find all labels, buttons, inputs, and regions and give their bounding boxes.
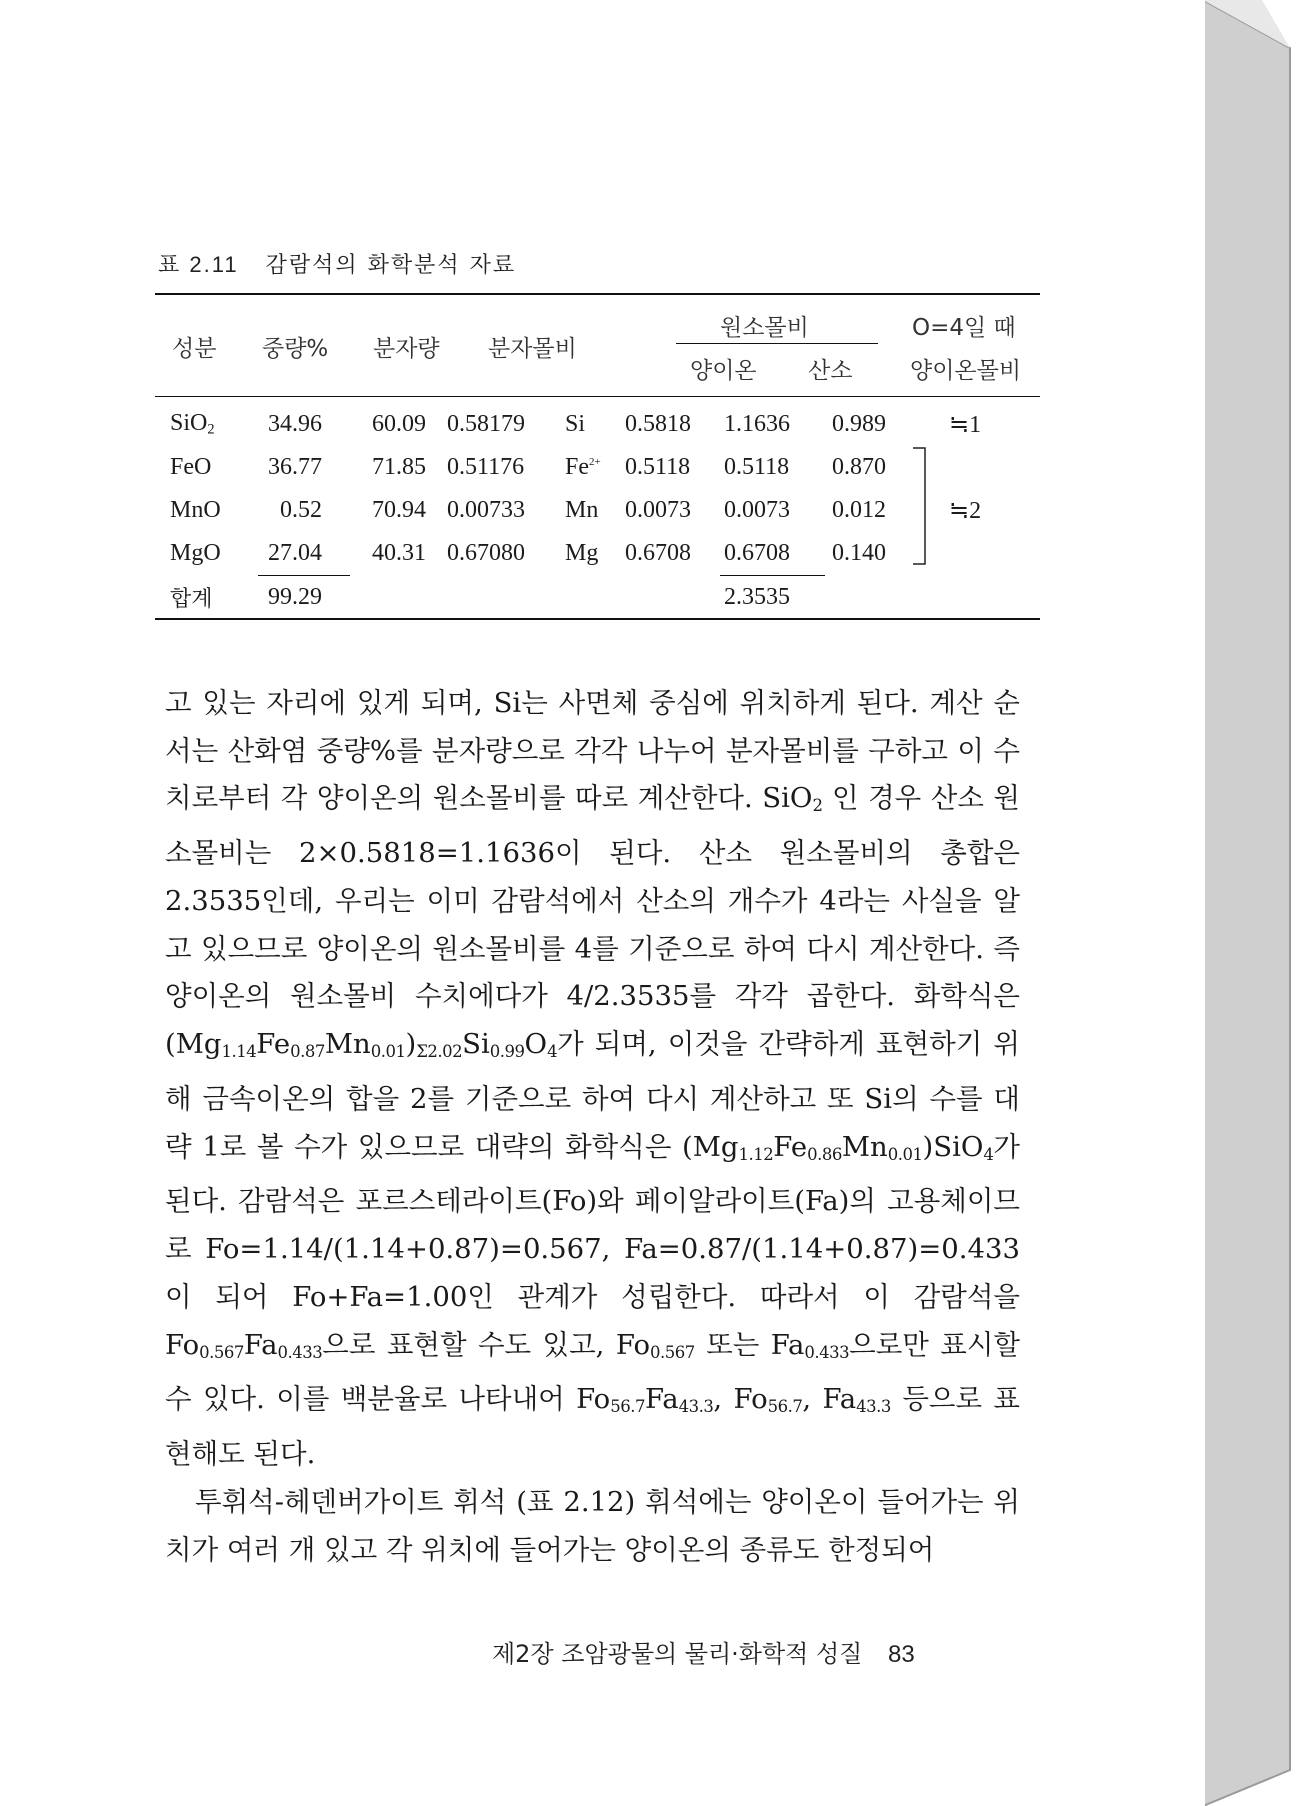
cation-o4-value: 0.012 bbox=[832, 497, 886, 523]
header-atomic-ratio: 원소몰비 bbox=[720, 315, 809, 341]
cation-o4-value: 0.989 bbox=[832, 411, 886, 437]
oxygen-ratio-value: 0.0073 bbox=[724, 497, 790, 523]
oxide-name: MnO bbox=[170, 497, 221, 523]
table-title: 감람석의 화학분석 자료 bbox=[265, 253, 517, 278]
element-name: Si bbox=[565, 411, 586, 437]
total-oxygen: 2.3535 bbox=[724, 584, 790, 610]
chapter-title: 제2장 조암광물의 물리·화학적 성질 bbox=[492, 1640, 863, 1668]
molecular-ratio-value: 0.00733 bbox=[447, 497, 525, 523]
header-o4-line1: O=4일 때 bbox=[912, 315, 1016, 341]
molecular-weight-value: 70.94 bbox=[372, 497, 426, 523]
table-row bbox=[155, 532, 1040, 576]
molecular-weight-value: 40.31 bbox=[372, 540, 426, 567]
molecular-weight-value: 60.09 bbox=[372, 411, 426, 437]
cation-ratio-value: 0.0073 bbox=[625, 497, 691, 523]
weight-pct-value: 27.04 bbox=[268, 540, 322, 566]
oxide-name: SiO bbox=[170, 410, 208, 437]
cation-ratio-value: 0.6708 bbox=[625, 540, 691, 567]
total-weight-pct: 99.29 bbox=[268, 584, 322, 610]
molecular-ratio-value: 0.67080 bbox=[447, 540, 525, 567]
cation-o4-value: 0.870 bbox=[832, 454, 886, 480]
table-top-rule bbox=[155, 293, 1040, 295]
header-component: 성분 bbox=[172, 336, 217, 362]
element-name: Mn bbox=[565, 497, 599, 523]
molecular-ratio-value: 0.58179 bbox=[447, 411, 525, 437]
oxygen-ratio-value: 0.5118 bbox=[724, 454, 790, 480]
total-label: 합계 bbox=[170, 586, 213, 612]
oxide-name: FeO bbox=[170, 454, 212, 480]
table-row bbox=[155, 489, 1040, 532]
cation-ratio-value: 0.5118 bbox=[625, 454, 691, 480]
table-row: SiO$_2$ 34.96 60.09 0.58179 Si 0.5818 1.1636 0.989 ≒1 bbox=[170, 410, 982, 438]
approx-metals: ≒2 bbox=[949, 498, 982, 525]
weight-pct-value: 36.77 bbox=[268, 454, 322, 480]
cation-ratio-value: 0.5818 bbox=[625, 411, 691, 437]
molecular-ratio-value: 0.51176 bbox=[447, 454, 525, 480]
olivine-analysis-table bbox=[155, 403, 1040, 619]
header-weight-pct: 중량% bbox=[262, 336, 329, 362]
oxide-name: MgO bbox=[170, 540, 221, 567]
element-name: Mg bbox=[565, 540, 599, 567]
page-number: 83 bbox=[888, 1641, 915, 1668]
oxygen-ratio-value: 1.1636 bbox=[724, 411, 790, 437]
oxygen-ratio-value: 0.6708 bbox=[724, 540, 790, 566]
header-molecular-ratio: 분자몰비 bbox=[488, 336, 577, 362]
header-o4-line2: 양이온몰비 bbox=[910, 358, 1022, 384]
table-header-rule bbox=[155, 396, 1040, 397]
element-name: Fe bbox=[565, 454, 589, 480]
table-number: 표 2.11 bbox=[158, 252, 239, 277]
table-row: FeO 36.77 71.85 0.51176 $Fe^{2+}$ 0.5118 0.5118 0.870 ≒2 bbox=[155, 446, 1040, 489]
approx-si: ≒1 bbox=[949, 412, 982, 438]
body-paragraph: 투휘석-헤덴버가이트 휘석 (표 2.12) 휘석에는 양이온이 들어가는 위치가 여러 개 있고 각 위치에 들어가는 양이온의 종류도 한정되어 bbox=[165, 1485, 1020, 1566]
table-caption bbox=[158, 248, 516, 279]
table-total-row bbox=[155, 576, 1040, 620]
bracket-icon bbox=[911, 444, 931, 568]
molecular-weight-value: 71.85 bbox=[372, 454, 426, 480]
header-molecular-weight: 분자량 bbox=[373, 336, 440, 362]
cation-o4-value: 0.140 bbox=[832, 540, 886, 567]
body-text bbox=[165, 680, 1020, 1574]
header-oxygen: 산소 bbox=[808, 358, 853, 384]
header-cation: 양이온 bbox=[690, 358, 757, 384]
weight-pct-value: 0.52 bbox=[280, 497, 322, 523]
header-atomic-ratio-rule bbox=[676, 343, 878, 344]
weight-pct-value: 34.96 bbox=[268, 411, 322, 437]
body-paragraph: 고 있는 자리에 있게 되며, Si는 사면체 중심에 위치하게 된다. 계산 순서는 산화염 중량%를 분자량으로 각각 나누어 분자몰비를 구하고 이 수치로부터 각 양이온의 원소몰비를 따로 계산한다. SiO$_2$ 인 경우 산소 원소몰비는 2×0.5818=1.1636이 된다. 산소 원소몰비의 총합은 2.3535인데, 우리는 이미 감람석에서 산소의 개수가 4라는 사실을 알고 있으므로 양이온의 원소몰비를 4를 기준으로 하여 다시 계산한다. 즉 양이온의 원소몰비 수치에다가 4/2.3535를 각각 곱한다. 화학식은 $(Mg_{1.14}Fe_{0.87}Mn_{0.01})_{\Sigma 2.02}Si_{0.99}O_4$가 되며, 이것을 간략하게 표현하기 위해 금속이온의 합을 2를 기준으로 하여 다시 계산하고 또 Si의 수를 대략 1로 볼 수가 있으므로 대략의 화학식은 $(Mg_{1.12}Fe_{0.86}Mn_{0.01})SiO_4$가 된다. 감람석은 포르스테라이트(Fo)와 페이알라이트(Fa)의 고용체이므로 Fo=1.14/(1.14+0.87)=0.567, Fa=0.87/(1.14+0.87)=0.433이 되어 Fo+Fa=1.00인 관계가 성립한다. 따라서 이 감람석을 $Fo_{0.567}Fa_{0.433}$으로 표현할 수도 있고, $Fo_{0.567}$ 또는 $Fa_{0.433}$으로만 표시할 수 있다. 이를 백분율로 나타내어 $Fo_{56.7}Fa_{43.3}$, $Fo_{56.7}$, $Fa_{43.3}$ 등으로 표현해도 된다. bbox=[165, 687, 1020, 1471]
table-bottom-rule bbox=[155, 618, 1040, 620]
page-footer bbox=[492, 1634, 915, 1669]
